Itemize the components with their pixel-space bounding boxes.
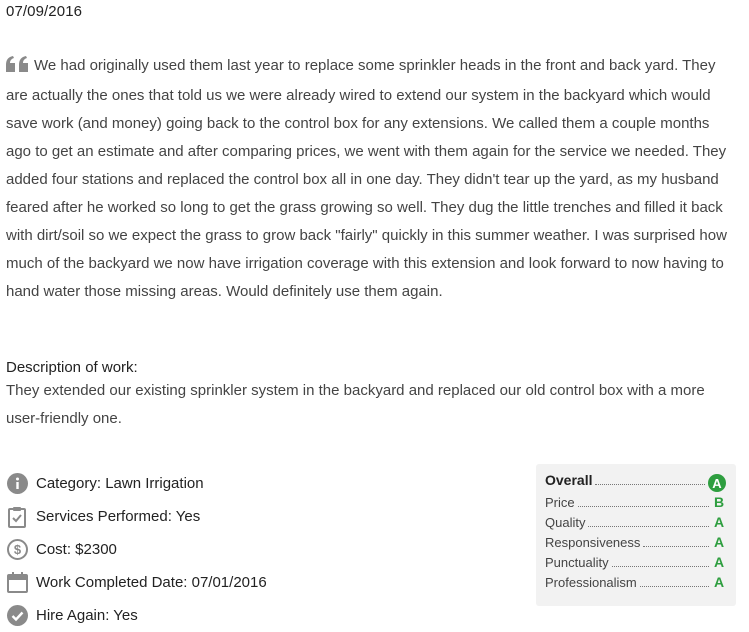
grade-dots [643, 545, 709, 547]
grade-label: Punctuality [545, 555, 609, 570]
grade-overall-label: Overall [545, 472, 593, 488]
meta-hire-again [6, 599, 486, 632]
grade-dots [612, 565, 709, 567]
calendar-icon [6, 572, 28, 594]
review-date: 07/09/2016 [6, 3, 83, 20]
dollar-icon [6, 539, 28, 561]
meta-services-text: Services Performed: Yes [36, 508, 201, 525]
grade-overall-badge: A [708, 474, 726, 492]
grade-responsiveness [545, 534, 726, 554]
grade-label: Price [545, 495, 575, 510]
grade-value: A [713, 554, 725, 570]
grade-label: Professionalism [545, 575, 637, 590]
meta-category-text: Category: Lawn Irrigation [36, 475, 204, 492]
grade-dots [578, 505, 709, 507]
grade-value: B [713, 494, 725, 510]
grade-dots [588, 525, 709, 527]
grade-label: Responsiveness [545, 535, 641, 550]
grade-value: A [713, 514, 725, 530]
review-meta-list [6, 467, 486, 632]
grade-professionalism [545, 574, 726, 594]
meta-category [6, 467, 486, 500]
description-text: They extended our existing sprinkler system in the backyard and replaced our old control box with a more user-friendly one. [6, 382, 705, 427]
meta-cost [6, 533, 486, 566]
grade-label: Quality [545, 515, 586, 530]
clipboard-check-icon [6, 506, 28, 528]
meta-completed-date-text: Work Completed Date: 07/01/2016 [36, 574, 267, 591]
description-title: Description of work: [6, 359, 138, 376]
info-icon [6, 473, 28, 495]
review-text: We had originally used them last year to replace some sprinkler heads in the front and back yard. They are actually the ones that told us we were already wired to extend our system in the backyard which would save work (and money) going back to the control box for any extensions. We called them a couple months ago to get an estimate and after comparing prices, we went with them again for the service we needed. They added four stations and replaced the control box all in one day. They didn't tear up the yard, as my husband feared after he worked so long to get the grass growing so well. They dug the little trenches and filled it back with dirt/soil so we expect the grass to grow back "fairly" quickly in this summer weather. I was surprised how much of the backyard we now have irrigation coverage with this extension and look forward to now having to hand water those missing areas. Would definitely use them again. [6, 57, 727, 300]
grade-price [545, 494, 726, 514]
grade-value: A [713, 574, 725, 590]
meta-completed-date [6, 566, 486, 599]
quote-icon [6, 54, 30, 82]
checkmark-icon [6, 605, 28, 627]
svg-text:$: $ [13, 542, 21, 557]
review-text-block [6, 52, 738, 306]
grade-value: A [713, 534, 725, 550]
grade-punctuality [545, 554, 726, 574]
grade-overall [545, 472, 726, 494]
grade-dots [640, 585, 709, 587]
grade-dots [595, 483, 705, 485]
meta-services [6, 500, 486, 533]
meta-cost-text: Cost: $2300 [36, 541, 117, 558]
grades-panel [536, 464, 736, 606]
meta-hire-again-text: Hire Again: Yes [36, 607, 138, 624]
grade-quality [545, 514, 726, 534]
